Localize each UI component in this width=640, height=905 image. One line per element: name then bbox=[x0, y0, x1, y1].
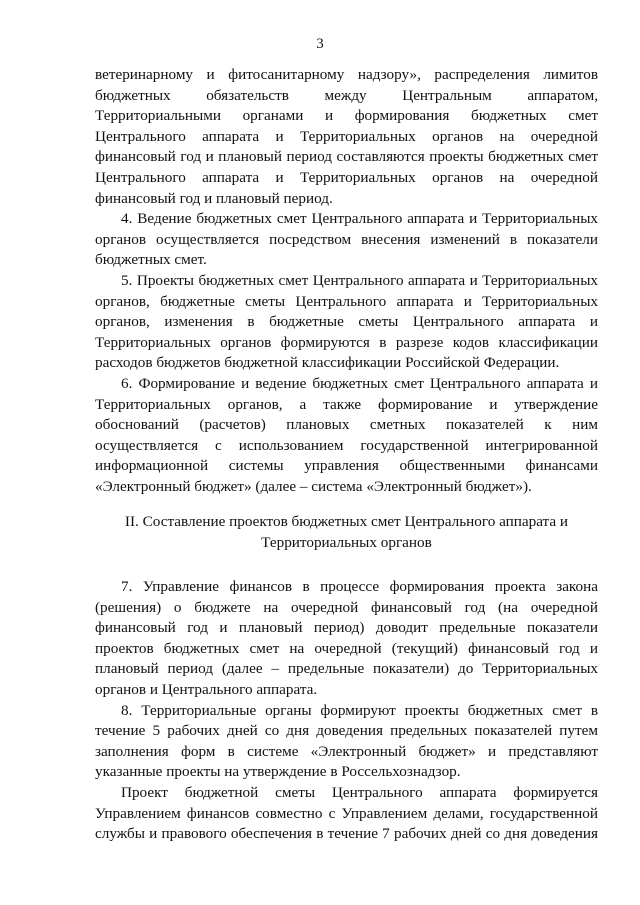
text-line: ветеринарному и фитосанитарному надзору», распределения лимитов bbox=[95, 66, 598, 83]
text-line: 8. Территориальные органы формируют проекты бюджетных смет в bbox=[121, 701, 598, 719]
text-line: течение 5 рабочих дней со дня доведения предельных показателей путем bbox=[95, 722, 598, 740]
paragraph-item-5 bbox=[95, 271, 598, 374]
text-line: 7. Управление финансов в процессе формирования проекта закона bbox=[121, 578, 598, 595]
text-line: финансовый год и плановый период) доводит предельные показатели bbox=[95, 619, 598, 637]
heading-line: Территориальных органов bbox=[261, 533, 432, 551]
paragraph-item-7 bbox=[95, 577, 598, 701]
text-line: финансовый год и плановый период составляются проекты бюджетных смет bbox=[95, 148, 598, 166]
text-line: «Электронный бюджет» (далее – система «Электронный бюджет»). bbox=[95, 477, 532, 495]
text-line: Центрального аппарата и Территориальных органов на очередной bbox=[95, 127, 598, 145]
paragraph-item-4 bbox=[95, 209, 598, 271]
text-line: 6. Формирование и ведение бюджетных смет Центрального аппарата и bbox=[121, 374, 598, 392]
text-line: органов, изменения в бюджетные сметы Центрального аппарата и bbox=[95, 313, 598, 331]
text-line: заполнения форм в системе «Электронный бюджет» и представляют bbox=[95, 742, 598, 760]
heading-line: II. Составление проектов бюджетных смет Центрального аппарата и bbox=[124, 513, 569, 530]
text-line: проектов бюджетных смет на очередной (текущий) финансовый год и bbox=[95, 639, 598, 657]
text-line: плановый период (далее – предельные показатели) до Территориальных bbox=[95, 660, 598, 678]
text-line: Территориальных органов формируются в разрезе кодов классификации bbox=[95, 333, 598, 351]
text-line: 5. Проекты бюджетных смет Центрального аппарата и Территориальных bbox=[121, 271, 598, 289]
section-heading bbox=[95, 512, 598, 553]
text-line: обоснований (расчетов) плановых сметных показателей к ним bbox=[95, 416, 598, 434]
text-line: Территориальных органов, а также формирование и утверждение bbox=[95, 395, 598, 413]
text-line: финансовый год и плановый период. bbox=[95, 189, 333, 207]
paragraph-item-6 bbox=[95, 374, 598, 498]
text-line: органов и Центрального аппарата. bbox=[95, 680, 318, 698]
text-line: Территориальными органами и формирования бюджетных смет bbox=[95, 107, 598, 125]
paragraph-central-draft bbox=[95, 783, 598, 845]
text-line: осуществляется с использованием государственной интегрированной bbox=[95, 436, 598, 454]
text-line: бюджетных обязательств между Центральным аппаратом, bbox=[95, 86, 598, 104]
text-line: информационной системы управления общественными финансами bbox=[95, 457, 598, 475]
text-line: органов осуществляется посредством внесения изменений в показатели bbox=[95, 230, 598, 248]
page-number: 3 bbox=[316, 36, 324, 52]
text-line: Проект бюджетной сметы Центрального аппарата формируется bbox=[121, 783, 598, 801]
paragraph-item-8 bbox=[95, 701, 598, 783]
text-line: расходов бюджетов бюджетной классификации Российской Федерации. bbox=[95, 354, 560, 372]
text-line: 4. Ведение бюджетных смет Центрального аппарата и Территориальных bbox=[121, 210, 598, 228]
paragraph-continuation bbox=[95, 65, 598, 209]
text-line: бюджетных смет. bbox=[95, 251, 207, 269]
section-2-text bbox=[95, 577, 598, 845]
text-line: Управлением финансов совместно с Управлением делами, государственной bbox=[95, 804, 598, 822]
text-line: службы и правового обеспечения в течение 7 рабочих дней со дня доведения bbox=[95, 825, 598, 843]
text-line: (решения) о бюджете на очередной финансовый год (на очередной bbox=[95, 598, 598, 616]
text-line: органов, бюджетные сметы Центрального аппарата и Территориальных bbox=[95, 292, 598, 310]
text-line: указанные проекты на утверждение в Россельхознадзор. bbox=[95, 763, 461, 781]
text-line: Центрального аппарата и Территориальных органов на очередной bbox=[95, 168, 598, 186]
section-1-text bbox=[95, 65, 598, 497]
